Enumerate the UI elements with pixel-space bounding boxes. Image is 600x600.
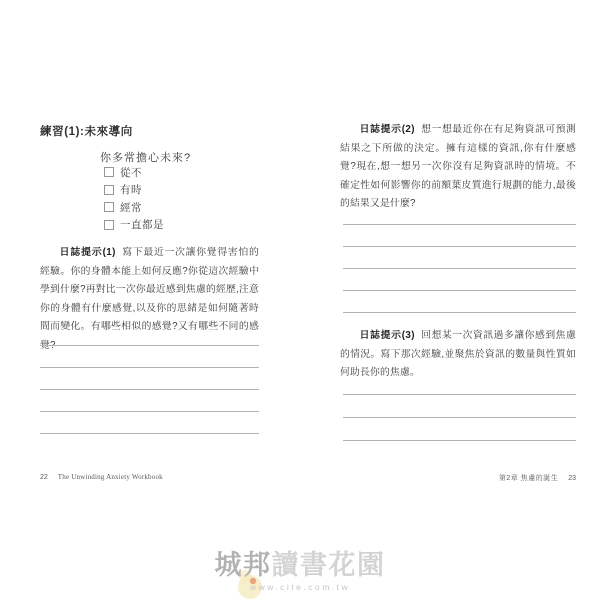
writing-line bbox=[343, 247, 576, 269]
running-book-title: The Unwinding Anxiety Workbook bbox=[57, 473, 163, 481]
checkbox-sometimes[interactable] bbox=[104, 185, 114, 195]
cite-watermark-title-secondary: 讀書花園 bbox=[271, 550, 386, 580]
checkbox-often[interactable] bbox=[104, 202, 114, 212]
checkbox-always[interactable] bbox=[104, 220, 114, 230]
option-label: 有時 bbox=[120, 184, 142, 196]
journal-prompt-3-label: 日誌提示(3) bbox=[359, 330, 415, 341]
cite-flower-logo-icon bbox=[230, 564, 274, 600]
option-always bbox=[104, 219, 164, 231]
journal-prompt-2-text: 想一想最近你在有足夠資訊可預測結果之下所做的決定。擁有這樣的資訊,你有什麼感覺?現在,想一想另一次你沒有足夠資訊時的情境。不確定性如何影響你的前額葉皮質進行規劃的能力,最後的結果又是什麼? bbox=[340, 124, 576, 210]
writing-line bbox=[343, 418, 576, 441]
left-page-footer bbox=[40, 473, 163, 481]
option-never bbox=[104, 166, 164, 178]
writing-line bbox=[40, 368, 259, 390]
journal-prompt-2 bbox=[340, 121, 576, 214]
writing-line bbox=[40, 346, 259, 368]
journal-prompt-1-text: 寫下最近一次讓你覺得害怕的經驗。你的身體本能上如何反應?你從這次經驗中學到什麼?再對比一次你最近感到焦慮的經歷,注意你的身體有什麼感覺,以及你的思緒是如何隨著時間而變化。有哪些相似的感覺?又有哪些不同的感覺? bbox=[40, 247, 259, 351]
cite-watermark bbox=[0, 549, 600, 592]
writing-line bbox=[343, 225, 576, 247]
writing-line bbox=[343, 203, 576, 225]
worry-frequency-question: 你多常擔心未來? bbox=[100, 152, 192, 164]
writing-lines-prompt-1 bbox=[40, 324, 259, 434]
left-page-number: 22 bbox=[40, 474, 48, 481]
option-label: 經常 bbox=[120, 201, 142, 214]
writing-line bbox=[40, 324, 259, 346]
journal-prompt-3-text: 回想某一次資訊過多讓你感到焦慮的情況。寫下那次經驗,並聚焦於資訊的數量與性質如何助長你的焦慮。 bbox=[340, 330, 576, 379]
exercise-title: 練習(1):未來導向 bbox=[40, 126, 133, 138]
writing-lines-prompt-2 bbox=[343, 203, 576, 313]
option-label: 一直都是 bbox=[120, 219, 164, 231]
writing-line bbox=[343, 269, 576, 291]
writing-line bbox=[343, 291, 576, 313]
writing-lines-prompt-3 bbox=[343, 372, 576, 441]
checkbox-never[interactable] bbox=[104, 167, 114, 177]
right-page-number: 23 bbox=[568, 475, 576, 482]
journal-prompt-1-label: 日誌提示(1) bbox=[59, 247, 116, 258]
option-often bbox=[104, 201, 164, 213]
writing-line bbox=[343, 372, 576, 395]
journal-prompt-2-label: 日誌提示(2) bbox=[359, 124, 415, 135]
option-label: 從不 bbox=[120, 166, 142, 179]
cite-watermark-title bbox=[0, 549, 600, 581]
running-chapter-title: 第2章 焦慮的誕生 bbox=[498, 475, 559, 482]
writing-line bbox=[40, 390, 259, 412]
cite-watermark-title-primary: 城邦 bbox=[214, 550, 272, 580]
frequency-options bbox=[104, 166, 164, 236]
writing-line bbox=[343, 395, 576, 418]
writing-line bbox=[40, 412, 259, 434]
option-sometimes bbox=[104, 184, 164, 196]
right-page-footer bbox=[499, 473, 576, 483]
cite-watermark-url: www.cite.com.tw bbox=[249, 582, 351, 592]
